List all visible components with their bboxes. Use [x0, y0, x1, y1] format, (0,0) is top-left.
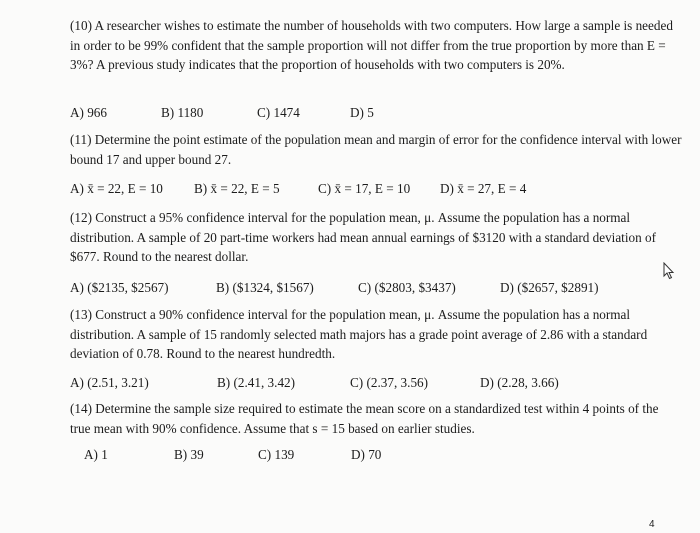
q12-option-a: A) ($2135, $2567): [70, 280, 169, 295]
q11-option-d: D) x̄ = 27, E = 4: [440, 181, 527, 196]
question-10-text: (10) A researcher wishes to estimate the number of households with two computers. How large a sample is needed in order to be 99% confident that the sample proportion will not differ from the true proportion by more than E = 3%? A previous study indicates that the proportion of households with two computers is 20%.: [70, 18, 673, 73]
q10-option-b: B) 1180: [161, 105, 204, 120]
mouse-pointer-icon: [662, 262, 676, 280]
q13-option-d: D) (2.28, 3.66): [480, 375, 559, 390]
q11-option-a: A) x̄ = 22, E = 10: [70, 181, 163, 196]
q14-option-a: A) 1: [84, 447, 108, 462]
q13-option-b: B) (2.41, 3.42): [217, 375, 296, 390]
question-12-text: (12) Construct a 95% confidence interval for the population mean, μ. Assume the population has a normal distribution. A sample of 20 part-time workers had mean annual earnings of $3120 with a standard deviation of $677. Round to the nearest dollar.: [70, 210, 656, 265]
q14-option-b: B) 39: [174, 447, 204, 462]
q12-option-d: D) ($2657, $2891): [500, 280, 599, 295]
q14-option-c: C) 139: [258, 447, 295, 462]
q13-option-c: C) (2.37, 3.56): [350, 375, 429, 390]
q12-option-b: B) ($1324, $1567): [216, 280, 314, 295]
question-11-text: (11) Determine the point estimate of the population mean and margin of error for the confidence interval with lower bound 17 and upper bound 27.: [70, 132, 682, 167]
q10-option-c: C) 1474: [257, 105, 300, 120]
q11-option-b: B) x̄ = 22, E = 5: [194, 181, 280, 196]
q12-option-c: C) ($2803, $3437): [358, 280, 456, 295]
q11-option-c: C) x̄ = 17, E = 10: [318, 181, 411, 196]
question-14-text: (14) Determine the sample size required to estimate the mean score on a standardized test within 4 points of the true mean with 90% confidence. Assume that s = 15 based on earlier studies.: [70, 401, 659, 436]
q10-option-a: A) 966: [70, 105, 107, 120]
question-13-text: (13) Construct a 90% confidence interval for the population mean, μ. Assume the population has a normal distribution. A sample of 15 randomly selected math majors has a grade point average of 2.86 with a standard deviation of 0.78. Round to the nearest hundredth.: [70, 307, 648, 362]
q13-option-a: A) (2.51, 3.21): [70, 375, 149, 390]
q14-option-d: D) 70: [351, 447, 382, 462]
q10-option-d: D) 5: [350, 105, 374, 120]
page-number: 4: [649, 519, 655, 530]
